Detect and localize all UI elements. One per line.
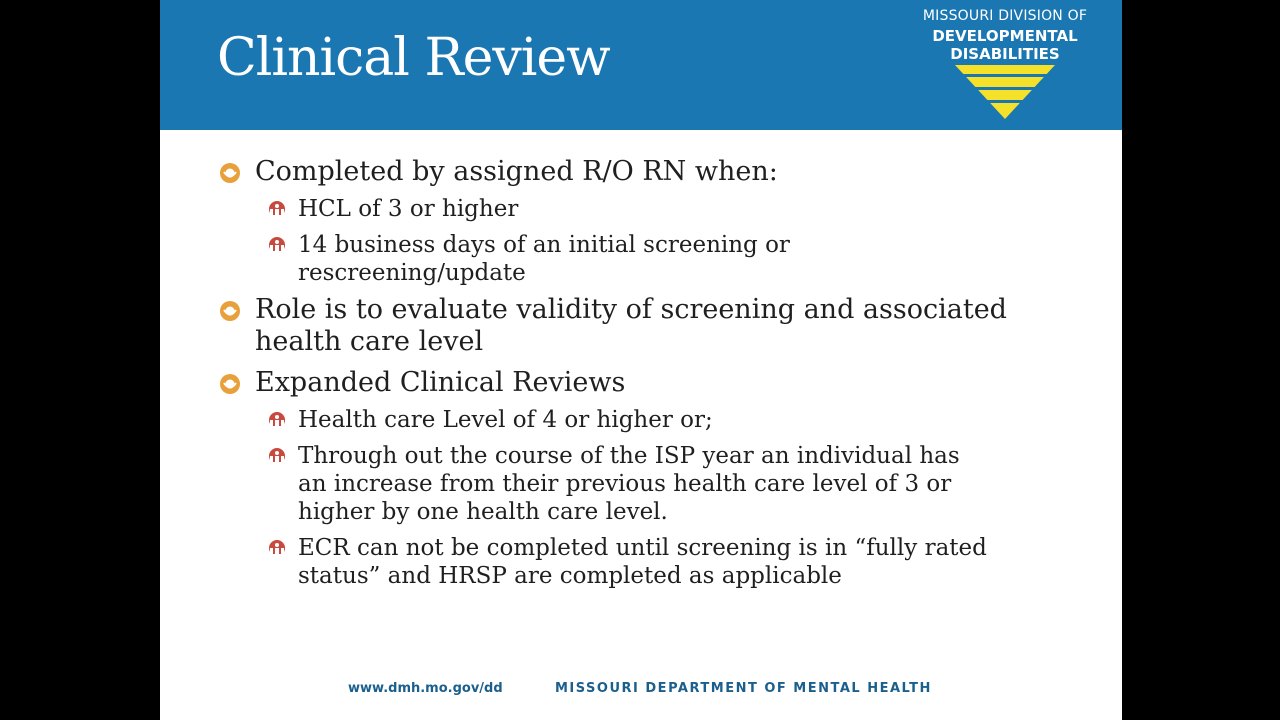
bullet-red-icon <box>267 538 287 558</box>
logo-line-2: DEVELOPMENTAL <box>932 27 1078 45</box>
footer-url: www.dmh.mo.gov/dd <box>348 681 503 696</box>
bullet-1-text: Completed by assigned R/O RN when: <box>255 156 778 187</box>
sub-bullet-1-1: HCL of 3 or higher <box>298 196 519 222</box>
bullet-red-icon <box>267 235 287 255</box>
slide-title: Clinical Review <box>217 28 610 88</box>
bullet-red-icon <box>267 199 287 219</box>
bullet-red-icon <box>267 446 287 466</box>
bullet-3-text: Expanded Clinical Reviews <box>255 367 626 398</box>
sub-bullet-3-3-line-1: ECR can not be completed until screening is in “fully rated <box>298 535 987 561</box>
slide <box>160 0 1122 720</box>
footer-department: MISSOURI DEPARTMENT OF MENTAL HEALTH <box>555 681 932 696</box>
bullet-2-line-1: Role is to evaluate validity of screening and associated <box>255 294 1007 325</box>
bullet-red-icon <box>267 410 287 430</box>
sub-bullet-1-2-line-1: 14 business days of an initial screening or <box>298 232 790 258</box>
slide-content <box>160 0 1122 720</box>
bullet-orange-icon <box>218 372 242 396</box>
bullet-orange-icon <box>218 299 242 323</box>
bullet-orange-icon <box>218 161 242 185</box>
bullet-2-line-2: health care level <box>255 326 484 357</box>
sub-bullet-1-2-line-2: rescreening/update <box>298 260 526 286</box>
sub-bullet-3-3-line-2: status” and HRSP are completed as applicable <box>298 563 842 589</box>
sub-bullet-3-2-line-2: an increase from their previous health care level of 3 or <box>298 471 952 497</box>
sub-bullet-3-2-line-3: higher by one health care level. <box>298 499 668 525</box>
logo-line-1: MISSOURI DIVISION OF <box>922 8 1088 24</box>
sub-bullet-3-1: Health care Level of 4 or higher or; <box>298 407 713 433</box>
sub-bullet-3-2-line-1: Through out the course of the ISP year an individual has <box>298 443 960 469</box>
logo-line-3: DISABILITIES <box>950 45 1060 63</box>
